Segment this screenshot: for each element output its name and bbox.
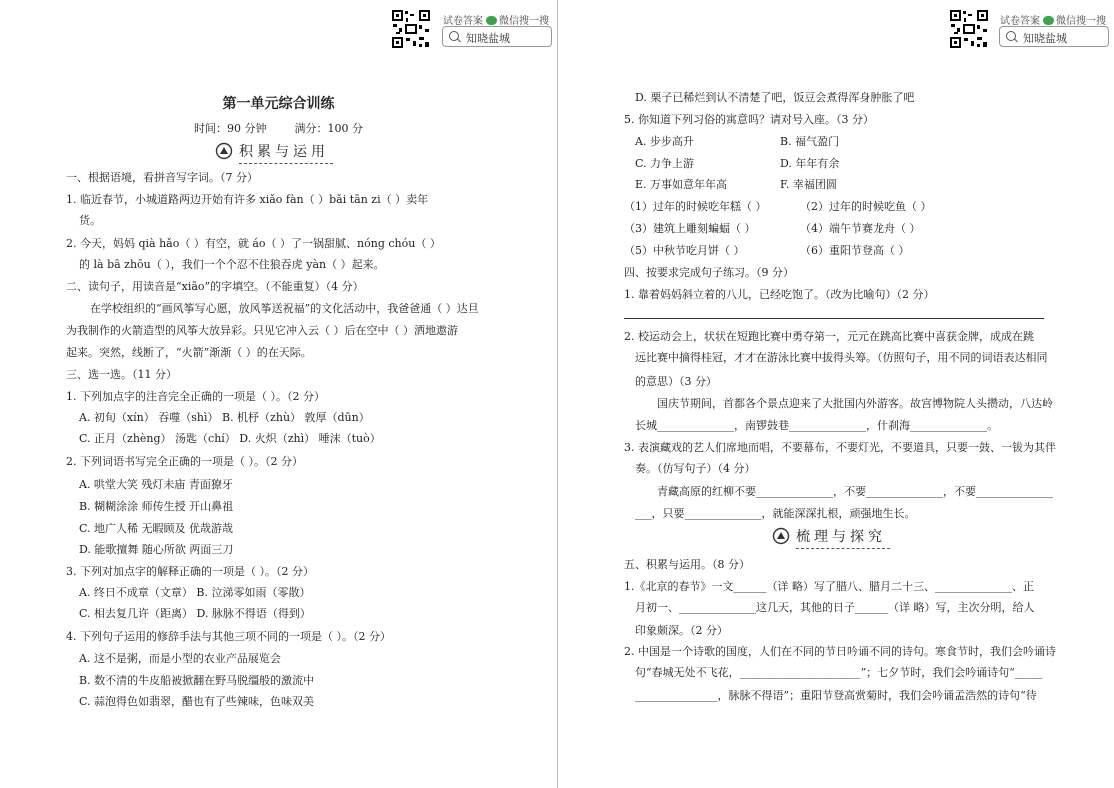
question-line: 2. 中国是一个诗歌的国度，人们在不同的节日吟诵不同的诗句。寒食节时，我们会吟诵诗 — [624, 645, 1056, 658]
right-page — [558, 0, 1114, 788]
option-line: D. 能歌擅舞 随心所欲 两面三刀 — [79, 543, 234, 556]
brand-text: 试卷答案 — [1000, 16, 1040, 27]
option-line: D. 年年有余 — [780, 157, 840, 170]
page-title: 第一单元综合训练 — [222, 96, 335, 112]
option-line: F. 幸福团圆 — [780, 178, 837, 191]
option-line: C. 正月（zhèng） 汤匙（chí） D. 火炽（zhì） 唾沫（tuò） — [79, 432, 381, 445]
match-item: （6）重阳节登高（ ） — [800, 244, 910, 257]
match-item: （1）过年的时候吃年糕（ ） — [624, 200, 767, 213]
option-line: A. 初旬（xín） 吞噬（shì） B. 机杼（zhù） 敦厚（dūn） — [79, 411, 370, 424]
wechat-icon — [1043, 16, 1054, 25]
option-line: B. 福气盈门 — [780, 135, 840, 148]
question-line: 二、读句子，用读音是“xiāo”的字填空。（不能重复）（4 分） — [66, 280, 364, 293]
question-line: 2. 下列词语书写完全正确的一项是（ ）。（2 分） — [66, 455, 303, 468]
match-item: （4）端午节赛龙舟（ ） — [800, 222, 921, 235]
question-line: 句“春城无处不飞花，______________________”；七夕节时，我们会吟诵诗句“_____ — [635, 666, 1043, 679]
question-line: 1. 下列加点字的注音完全正确的一项是（ ）。（2 分） — [66, 390, 325, 403]
option-line: C. 力争上游 — [635, 157, 695, 170]
question-line: ___，只要______________，就能深深扎根，顽强地生长。 — [635, 507, 916, 520]
section-icon — [772, 527, 790, 545]
match-item: （3）建筑上雕刻蝙蝠（ ） — [624, 222, 756, 235]
search-icon — [1006, 31, 1016, 41]
question-line: 1. 靠着妈妈斜立着的八儿，已经吃饱了。（改为比喻句）（2 分） — [624, 288, 935, 301]
question-line: 4. 下列句子运用的修辞手法与其他三项不同的一项是（ ）。（2 分） — [66, 630, 391, 643]
qr-code-icon — [391, 9, 431, 49]
question-line: 2. 校运动会上，状状在短跑比赛中勇夺第一，元元在跳高比赛中喜获金牌，成成在跳 — [624, 330, 1034, 343]
search-text: 知晓盐城 — [466, 32, 510, 45]
option-line: E. 万事如意年年高 — [635, 178, 728, 191]
question-line: 5. 你知道下列习俗的寓意吗？请对号入座。（3 分） — [624, 113, 874, 126]
option-line: C. 蒜泡得色如翡翠，醋也有了些辣味，色味双美 — [79, 695, 315, 708]
answer-line — [624, 318, 1044, 319]
question-line: 为我制作的火箭造型的风筝大放异彩。只见它冲入云（ ）后在空中（ ）洒地遨游 — [66, 324, 458, 337]
question-line: 一、根据语境，看拼音写字词。（7 分） — [66, 171, 258, 184]
question-line: 月初一、______________这几天，其他的日子______（详 略）写，主次分明，给人 — [635, 601, 1035, 614]
option-line: C. 相去复几许（距离） D. 脉脉不得语（得到） — [79, 607, 311, 620]
qr-code-icon — [949, 9, 989, 49]
option-line: C. 地广人稀 无暇顾及 优哉游哉 — [79, 522, 234, 535]
question-line: 远比赛中摘得桂冠，才才在游泳比赛中拔得头筹。（仿照句子，用不同的词语表达相同 — [635, 351, 1048, 364]
search-text: 知晓盐城 — [1023, 32, 1067, 45]
section-heading-accumulate — [215, 141, 329, 161]
match-item: （2）过年的时候吃鱼（ ） — [800, 200, 932, 213]
question-line: 四、按要求完成句子练习。（9 分） — [624, 266, 794, 279]
brand-text: 试卷答案 — [443, 16, 483, 27]
section-title: 梳理与探究 — [796, 529, 886, 545]
wechat-search-label: 微信搜一搜 — [1056, 16, 1106, 27]
question-line: 的 là bā zhōu（ ），我们一个个忍不住狼吞虎 yàn（ ）起来。 — [79, 258, 385, 271]
section-underline — [796, 548, 890, 549]
question-line: 青藏高原的红柳不要______________，不要______________，不要______________ — [657, 485, 1053, 498]
question-line: 三、选一选。（11 分） — [66, 368, 177, 381]
option-line: A. 步步高升 — [635, 135, 694, 148]
search-box[interactable] — [442, 26, 552, 47]
match-item: （5）中秋节吃月饼（ ） — [624, 244, 745, 257]
option-line: B. 糊糊涂涂 师传生授 开山鼻祖 — [79, 500, 234, 513]
section-icon — [215, 142, 233, 160]
question-line: 1. 临近春节，小城道路两边开始有许多 xiǎo fàn（ ）bǎi tān zi（ ）卖年 — [66, 193, 429, 206]
question-line: _______________，脉脉不得语”；重阳节登高赏菊时，我们会吟诵孟浩然的诗句“待 — [635, 689, 1037, 702]
option-line: A. 哄堂大笑 残灯未庙 青面獠牙 — [79, 478, 233, 491]
option-line: D. 栗子已稀烂到认不清楚了吧，饭豆会煮得浑身肿胀了吧 — [635, 91, 915, 104]
question-line: 的意思）（3 分） — [635, 375, 717, 388]
question-line: 长城______________，南锣鼓巷______________，什刹海______________。 — [635, 419, 998, 432]
search-box[interactable] — [999, 26, 1109, 47]
brand-label — [1000, 12, 1106, 27]
brand-label — [443, 12, 549, 27]
question-line: 印象颇深。（2 分） — [635, 624, 728, 637]
exam-info: 时间：90 分钟 满分：100 分 — [194, 122, 363, 135]
option-line: B. 数不清的牛皮船被掀翻在野马脱缰般的激流中 — [79, 674, 315, 687]
question-line: 起来。突然，线断了，“火箭”渐渐（ ）的在天际。 — [66, 346, 312, 359]
question-line: 3. 下列对加点字的解释正确的一项是（ ）。（2 分） — [66, 565, 314, 578]
question-line: 国庆节期间，首都各个景点迎来了大批国内外游客。故宫博物院人头攒动，八达岭 — [657, 397, 1053, 410]
section-title: 积累与运用 — [239, 144, 329, 160]
option-line: A. 终日不成章（文章） B. 泣涕零如雨（零散） — [79, 586, 311, 599]
search-icon — [449, 31, 459, 41]
wechat-search-label: 微信搜一搜 — [499, 16, 549, 27]
question-line: 2. 今天，妈妈 qià hǎo（ ）有空，就 áo（ ）了一锅甜腻、nóng chóu（ ） — [66, 237, 441, 250]
question-line: 在学校组织的“画风筝写心愿，放风筝送祝福”的文化活动中，我爸爸通（ ）达旦 — [90, 302, 479, 315]
wechat-icon — [486, 16, 497, 25]
question-line: 奏。（仿写句子）（4 分） — [635, 462, 756, 475]
question-line: 五、积累与运用。（8 分） — [624, 558, 750, 571]
question-line: 3. 表演藏戏的艺人们席地而唱，不要幕布，不要灯光，不要道具，只要一鼓、一钹为其伴 — [624, 441, 1056, 454]
question-line: 1.《北京的春节》一文______（详 略）写了腊八、腊月二十三、______________、正 — [624, 580, 1034, 593]
section-heading-explore — [772, 526, 886, 546]
question-line: 货。 — [79, 214, 101, 227]
option-line: A. 这不是粥，而是小型的农业产品展览会 — [79, 652, 281, 665]
section-underline — [239, 163, 333, 164]
